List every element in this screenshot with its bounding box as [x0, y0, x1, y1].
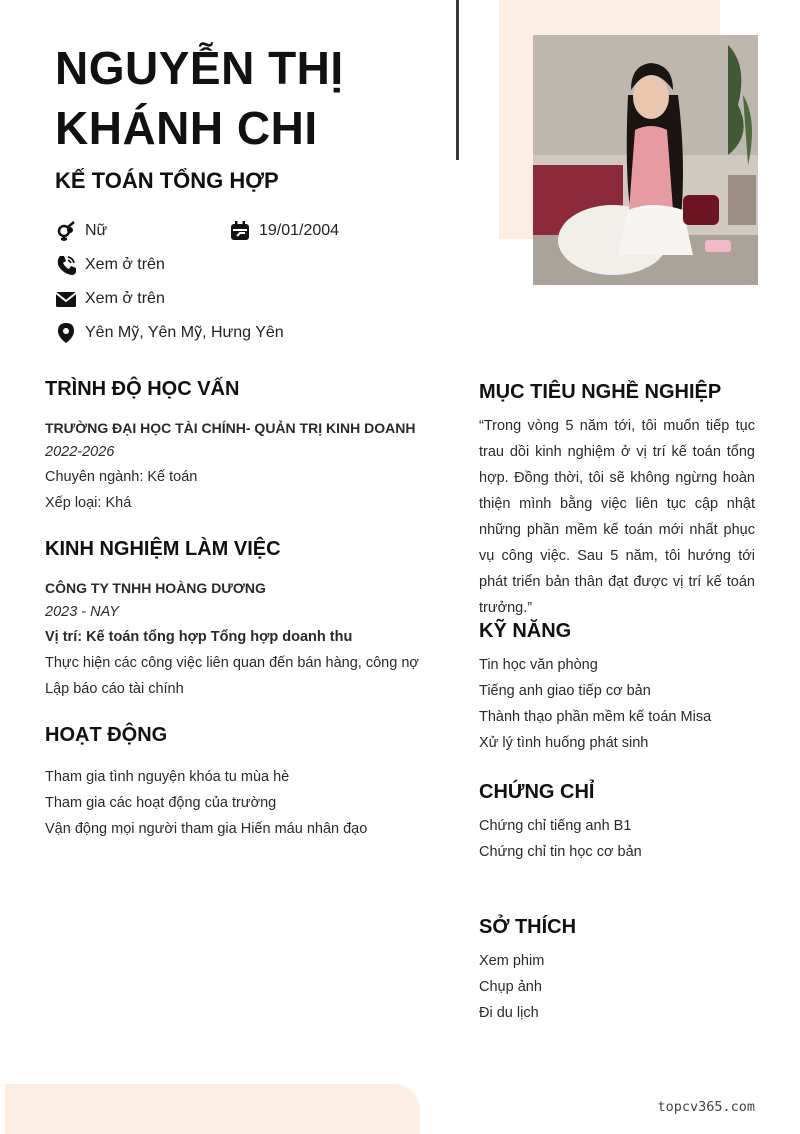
gender-icon: [55, 220, 77, 242]
name-line-1: NGUYỄN THỊ: [55, 42, 344, 94]
activity-item: Tham gia tình nguyện khóa tu mùa hè: [45, 769, 290, 785]
activity-item: Vận động mọi người tham gia Hiến máu nhân đạo: [45, 821, 368, 837]
candidate-name: [55, 38, 445, 158]
education-major: Chuyên ngành: Kế toán: [45, 469, 198, 485]
certificate-item: Chứng chỉ tiếng anh B1: [479, 818, 632, 834]
info-gender: [55, 220, 107, 242]
hobbies-title: SỞ THÍCH: [479, 916, 577, 938]
experience-title: KINH NGHIỆM LÀM VIỆC: [45, 538, 281, 560]
skills-title: KỸ NĂNG: [479, 620, 572, 642]
certificates-title: CHỨNG CHỈ: [479, 781, 595, 803]
info-birthday: [229, 220, 339, 242]
info-address: [55, 322, 284, 344]
education-rank: Xếp loại: Khá: [45, 495, 132, 511]
skill-item: Thành thạo phần mềm kế toán Misa: [479, 709, 712, 725]
objective-title: MỤC TIÊU NGHỀ NGHIỆP: [479, 381, 722, 403]
experience-period: 2023 - NAY: [45, 604, 119, 620]
education-school: TRƯỜNG ĐẠI HỌC TÀI CHÍNH- QUẢN TRỊ KINH DOANH: [45, 420, 416, 436]
calendar-icon: [229, 220, 251, 242]
footer-decoration: [5, 1084, 420, 1134]
profile-photo: [533, 35, 758, 285]
skill-item: Tiếng anh giao tiếp cơ bản: [479, 683, 651, 699]
objective-text: “Trong vòng 5 năm tới, tôi muốn tiếp tục trau dồi kinh nghiệm ở vị trí kế toán tổng hợp. Đồng thời, tôi sẽ không ngừng hoàn thiện mình bằng việc liên tục cập nhật những phần mềm kế toán mới nhất phục vụ công việc. Sau 5 năm, tôi hướng tới phát triển bản thân đạt được vị trí kế toán trưởng.”: [479, 418, 755, 616]
location-pin-icon: [55, 322, 77, 344]
address-value: Yên Mỹ, Yên Mỹ, Hưng Yên: [85, 324, 284, 341]
experience-position: Vị trí: Kế toán tổng hợp Tổng hợp doanh thu: [45, 629, 353, 645]
experience-duty: Thực hiện các công việc liên quan đến bán hàng, công nợ: [45, 655, 419, 671]
watermark: topcv365.com: [657, 1099, 755, 1115]
job-title: KẾ TOÁN TỔNG HỢP: [55, 168, 279, 193]
activity-item: Tham gia các hoạt động của trường: [45, 795, 277, 811]
gender-value: Nữ: [85, 222, 108, 239]
email-value: Xem ở trên: [85, 290, 165, 307]
info-phone: [55, 254, 165, 276]
hobby-item: Đi du lịch: [479, 1005, 539, 1021]
skill-item: Tin học văn phòng: [479, 657, 598, 673]
name-line-2: KHÁNH CHI: [55, 102, 318, 154]
phone-value: Xem ở trên: [85, 256, 165, 273]
hobby-item: Xem phim: [479, 953, 545, 969]
certificate-item: Chứng chỉ tin học cơ bản: [479, 844, 642, 860]
experience-duty: Lập báo cáo tài chính: [45, 681, 184, 697]
info-email: [55, 288, 165, 310]
envelope-icon: [55, 288, 77, 310]
education-period: 2022-2026: [45, 444, 115, 460]
activities-title: HOẠT ĐỘNG: [45, 724, 168, 746]
skill-item: Xử lý tình huống phát sinh: [479, 735, 649, 751]
experience-company: CÔNG TY TNHH HOÀNG DƯƠNG: [45, 580, 266, 596]
birthday-value: 19/01/2004: [259, 222, 340, 239]
education-title: TRÌNH ĐỘ HỌC VẤN: [45, 378, 240, 400]
hobby-item: Chụp ảnh: [479, 979, 542, 995]
header-divider: [456, 0, 459, 160]
phone-icon: [55, 254, 77, 276]
